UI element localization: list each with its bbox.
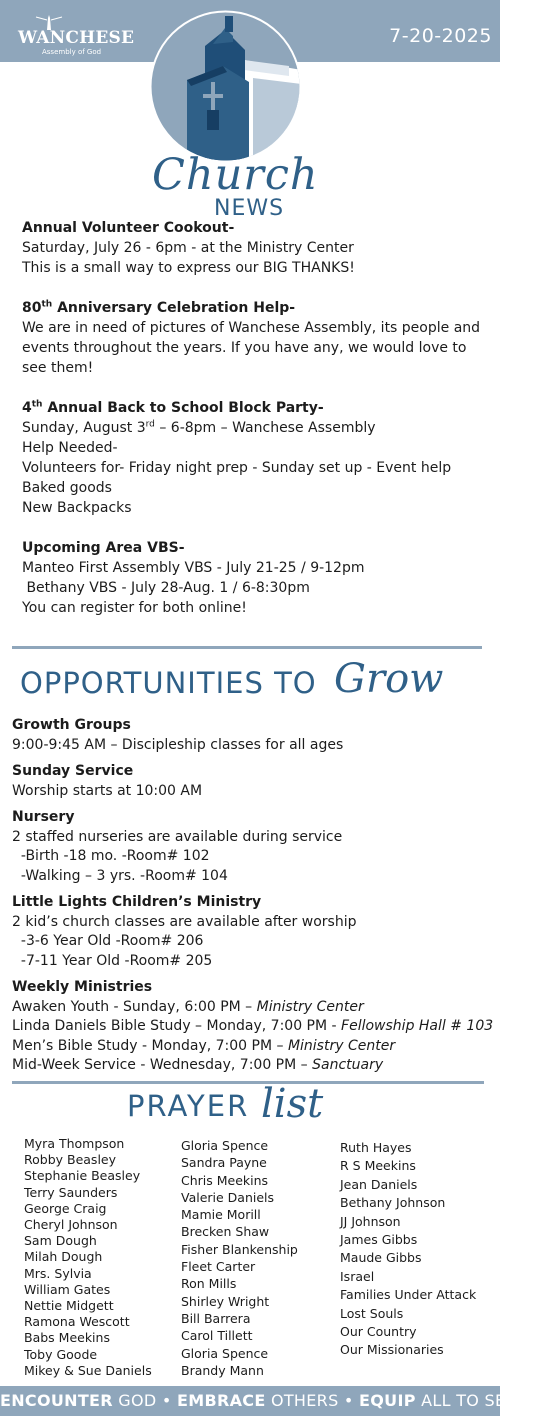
opp-heading: Growth Groups xyxy=(12,717,131,733)
church-news-title xyxy=(152,150,332,222)
prayer-name: Maude Gibbs xyxy=(340,1250,422,1266)
opp-heading: Sunday Service xyxy=(12,763,134,779)
weekly-ministries-block xyxy=(12,978,492,1076)
news-item xyxy=(22,538,482,618)
news-item xyxy=(22,298,482,378)
prayer-name: Lost Souls xyxy=(340,1305,404,1321)
prayer-name: Terry Saunders xyxy=(24,1184,118,1200)
prayer-name: Brecken Shaw xyxy=(181,1224,270,1240)
news-item-line: Volunteers for- Friday night prep - Sunday set up - Event help xyxy=(22,460,452,476)
opp-heading: Little Lights Children’s Ministry xyxy=(12,894,262,910)
prayer-name: Sam Dough xyxy=(24,1233,97,1249)
opp-line: -Birth -18 mo. -Room# 102 xyxy=(12,848,210,864)
section-divider xyxy=(12,646,482,649)
opp-line: 9:00-9:45 AM – Discipleship classes for all ages xyxy=(12,736,344,753)
weekly-ministry-row: Men’s Bible Study - Monday, 7:00 PM – Ministry Center xyxy=(12,1037,396,1054)
news-item xyxy=(22,398,482,518)
weekly-ministry-row: Awaken Youth - Sunday, 6:00 PM – Ministry Center xyxy=(12,998,364,1015)
prayer-name: Robby Beasley xyxy=(24,1152,117,1168)
prayer-name: JJ Johnson xyxy=(340,1213,401,1229)
prayer-name: Shirley Wright xyxy=(181,1293,270,1309)
prayer-column-1 xyxy=(24,1136,152,1379)
logo-subtitle: Assembly of God xyxy=(42,48,102,56)
news-item-heading: 80th Anniversary Celebration Help- xyxy=(22,299,296,316)
prayer-name: Valerie Daniels xyxy=(181,1189,275,1205)
prayer-name: Ramona Wescott xyxy=(24,1314,130,1330)
prayer-name: Mikey & Sue Daniels xyxy=(24,1362,152,1378)
prayer-name: Toby Goode xyxy=(24,1346,98,1362)
church-script-word: Church xyxy=(152,150,319,200)
opportunities-title xyxy=(20,656,490,710)
prayer-name: Chris Meekins xyxy=(181,1172,269,1188)
church-news-section xyxy=(22,218,482,638)
prayer-column-3 xyxy=(340,1139,476,1360)
prayer-name: Stephanie Beasley xyxy=(24,1168,141,1184)
news-item-heading: Annual Volunteer Cookout- xyxy=(22,220,235,236)
news-item-heading: Upcoming Area VBS- xyxy=(22,540,185,556)
news-item-line: New Backpacks xyxy=(22,500,132,516)
prayer-name: Milah Dough xyxy=(24,1249,103,1265)
logo-name: WANCHESE xyxy=(18,28,135,48)
section-divider xyxy=(12,1081,484,1084)
church-building-emblem xyxy=(149,10,302,163)
opp-heading: Nursery xyxy=(12,809,75,825)
prayer-name: R S Meekins xyxy=(340,1158,416,1174)
bulletin-date: 7-20-2025 xyxy=(389,25,492,47)
prayer-name: Carol Tillett xyxy=(181,1328,253,1344)
prayer-name: Ruth Hayes xyxy=(340,1140,412,1155)
opp-line: -3-6 Year Old -Room# 206 xyxy=(12,933,204,949)
grow-script-word: Grow xyxy=(334,656,444,702)
prayer-name: Our Country xyxy=(340,1324,417,1340)
prayer-name: Cheryl Johnson xyxy=(24,1217,118,1233)
opp-line: 2 kid’s church classes are available after worship xyxy=(12,913,357,930)
prayer-column-2 xyxy=(181,1137,298,1379)
prayer-name: Mrs. Sylvia xyxy=(24,1265,92,1281)
prayer-name: Ron Mills xyxy=(181,1276,237,1292)
prayer-name: Mamie Morill xyxy=(181,1207,261,1223)
weekly-ministry-row: Linda Daniels Bible Study – Monday, 7:00 PM - Fellowship Hall # 103 xyxy=(12,1018,494,1034)
news-word: NEWS xyxy=(214,196,285,221)
news-item-heading: 4th Annual Back to School Block Party- xyxy=(22,399,324,416)
prayer-name: Families Under Attack xyxy=(340,1287,477,1303)
opportunities-caps: OPPORTUNITIES TO xyxy=(20,666,317,700)
prayer-name: Babs Meekins xyxy=(24,1330,110,1346)
opportunities-section xyxy=(12,716,492,1083)
list-script-word: list xyxy=(261,1081,324,1127)
prayer-name: Sandra Payne xyxy=(181,1155,267,1171)
news-item-line: You can register for both online! xyxy=(22,600,247,616)
opp-line: -7-11 Year Old -Room# 205 xyxy=(12,952,213,969)
opp-line: -Walking – 3 yrs. -Room# 104 xyxy=(12,867,228,884)
prayer-name: Gloria Spence xyxy=(181,1345,269,1361)
news-item-line: Manteo First Assembly VBS - July 21-25 / 9-12pm xyxy=(22,560,365,576)
news-item-line: Saturday, July 26 - 6pm - at the Ministry Center xyxy=(22,240,354,256)
prayer-name: Bill Barrera xyxy=(181,1310,251,1326)
prayer-name: Nettie Midgett xyxy=(24,1298,114,1314)
news-item-line: Bethany VBS - July 28-Aug. 1 / 6-8:30pm xyxy=(22,580,310,596)
prayer-name: Jean Daniels xyxy=(340,1176,418,1192)
prayer-name: Fleet Carter xyxy=(181,1259,256,1275)
news-item-line: This is a small way to express our BIG THANKS! xyxy=(22,260,355,276)
news-item-date: Sunday, August 3rd – 6-8pm – Wanchese Assembly xyxy=(22,419,376,436)
prayer-name: Brandy Mann xyxy=(181,1362,264,1378)
weekly-ministry-row: Mid-Week Service - Wednesday, 7:00 PM – Sanctuary xyxy=(12,1057,384,1073)
footer-motto: ENCOUNTER GOD • EMBRACE OTHERS • EQUIP ALL TO SERVE xyxy=(0,1386,500,1416)
prayer-name: George Craig xyxy=(24,1200,107,1216)
prayer-name: Myra Thompson xyxy=(24,1136,125,1151)
prayer-name: Bethany Johnson xyxy=(340,1195,446,1211)
prayer-name: Gloria Spence xyxy=(181,1138,269,1153)
news-item-line: Baked goods xyxy=(22,480,112,496)
prayer-name: Fisher Blankenship xyxy=(181,1241,298,1257)
opp-heading: Weekly Ministries xyxy=(12,979,153,995)
prayer-caps: PRAYER xyxy=(127,1089,250,1123)
prayer-name: Our Missionaries xyxy=(340,1342,444,1358)
prayer-name: James Gibbs xyxy=(340,1232,418,1248)
church-logo xyxy=(18,14,135,58)
prayer-name: Israel xyxy=(340,1268,375,1284)
news-item-line: We are in need of pictures of Wanchese Assembly, its people and events throughout the years. If you have any, we would love to see them! xyxy=(22,320,481,376)
opp-line: Worship starts at 10:00 AM xyxy=(12,782,203,799)
opp-line: 2 staffed nurseries are available during service xyxy=(12,828,343,845)
childrens-ministry-block xyxy=(12,893,492,971)
nursery-block xyxy=(12,808,492,886)
prayer-name: William Gates xyxy=(24,1281,111,1297)
growth-groups-block xyxy=(12,716,492,755)
prayer-list-title xyxy=(127,1081,387,1135)
sunday-service-block xyxy=(12,762,492,801)
news-item-line: Help Needed- xyxy=(22,440,118,456)
news-item xyxy=(22,218,482,278)
